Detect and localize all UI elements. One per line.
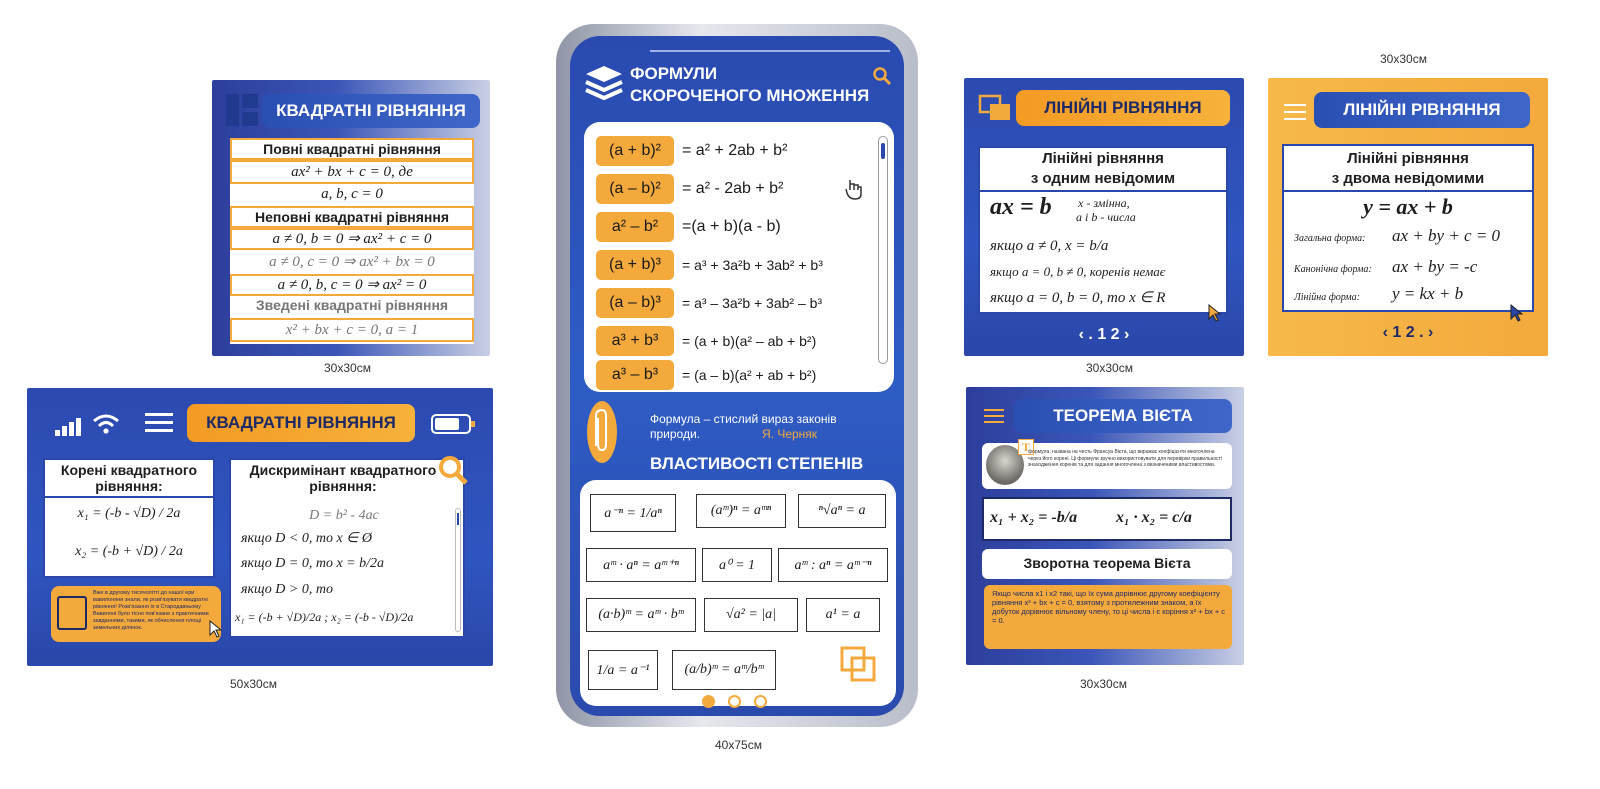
- linear-one-head1: Лінійні рівняння: [1042, 150, 1164, 167]
- case1: якщо D < 0, то x ∈ Ø: [241, 531, 372, 546]
- size-label-quad-small: 30x30см: [324, 361, 371, 375]
- inc3: a ≠ 0, b, c = 0 ⇒ ax² = 0: [230, 274, 474, 296]
- formula-row: a² – b² =(a + b)(a - b): [596, 212, 781, 242]
- quad-wide-title: КВАДРАТНІ РІВНЯННЯ: [187, 404, 415, 442]
- quad-wide-board: [27, 388, 493, 666]
- page-dot[interactable]: [754, 695, 767, 708]
- linear-two-head1: Лінійні рівняння: [1347, 150, 1469, 167]
- quad-small-board: [212, 80, 490, 356]
- linear-one-c1: якщо a ≠ 0, x = b/a: [990, 238, 1109, 254]
- power-rule: a⁻ⁿ = 1/aⁿ: [590, 494, 676, 532]
- linear-one-title: ЛІНІЙНІ РІВНЯННЯ: [1016, 90, 1230, 126]
- formula-row: a³ – b³ = (a – b)(a² + ab + b²): [596, 360, 816, 390]
- quad-small-title: КВАДРАТНІ РІВНЯННЯ: [262, 94, 480, 128]
- vieta-sum: x₁ + x₂ = -b/a: [990, 509, 1078, 526]
- squares-icon: [840, 646, 876, 682]
- vieta-title: ТЕОРЕМА ВІЄТА: [1014, 399, 1232, 433]
- linear-two-head2: з двома невідомими: [1331, 170, 1485, 187]
- battery-icon: [431, 414, 471, 434]
- power-rule: ⁿ√aⁿ = a: [798, 494, 886, 528]
- root1: x₁ = (-b - √D) / 2a: [77, 506, 181, 521]
- size-label-vieta: 30x30см: [1080, 677, 1127, 691]
- inc2: a ≠ 0, c = 0 ⇒ ax² + bx = 0: [269, 254, 435, 270]
- history-note: [51, 586, 221, 642]
- formula-row: a³ + b³ = (a + b)(a² – ab + b²): [596, 326, 816, 356]
- signal-icon: [55, 418, 83, 436]
- case2: якщо D = 0, то x = b/2a: [241, 556, 385, 571]
- phone-title-1: ФОРМУЛИ: [630, 64, 718, 83]
- linear-two-pager[interactable]: ‹ 1 2 . ›: [1382, 324, 1434, 341]
- menu-icon[interactable]: [984, 409, 1004, 425]
- linear-one-board: [964, 78, 1244, 356]
- scrollbar[interactable]: [455, 508, 461, 632]
- linear-two-title: ЛІНІЙНІ РІВНЯННЯ: [1314, 92, 1530, 128]
- grid-icon: [226, 94, 258, 126]
- linear-two-board: [1268, 78, 1548, 356]
- quote-text: Формула – стислий вираз законів природи.: [650, 412, 837, 441]
- linear-one-c2: якщо a = 0, b ≠ 0, коренів немає: [990, 264, 1166, 279]
- disc-head: Дискримінант квадратного рівняння:: [249, 462, 437, 494]
- reduced-formula: x² + bx + c = 0, a = 1: [230, 318, 474, 342]
- cursor-icon: [209, 620, 223, 638]
- formula-row: (a – b)² = a² - 2ab + b²: [596, 174, 783, 204]
- hand-cursor-icon: [844, 178, 864, 200]
- phone-board: [556, 24, 918, 727]
- case3-roots: x₁ = (-b + √D)/2a ; x₂ = (-b - √D)/2a: [235, 610, 414, 624]
- vieta-prod: x₁ · x₂ = c/a: [1116, 509, 1192, 526]
- linear-two-f3: y = kx + b: [1392, 284, 1464, 303]
- disc-formula: D = b² - 4ac: [309, 508, 379, 523]
- power-rule: aᵐ : aⁿ = aᵐ⁻ⁿ: [778, 548, 888, 582]
- reduced-head: Зведені квадратні рівняння: [255, 297, 449, 313]
- power-rule: a⁰ = 1: [702, 548, 772, 582]
- incomplete-head: Неповні квадратні рівняння: [230, 206, 474, 228]
- inc1: a ≠ 0, b = 0 ⇒ ax² + c = 0: [230, 228, 474, 250]
- linear-one-legend2: a і b - числа: [1076, 210, 1136, 224]
- power-rule: (a·b)ᵐ = aᵐ · bᵐ: [586, 598, 696, 632]
- power-rule: (a/b)ᵐ = aᵐ/bᵐ: [672, 650, 776, 690]
- case3: якщо D > 0, то: [241, 582, 333, 597]
- search-icon[interactable]: [437, 454, 469, 486]
- power-rule: (aᵐ)ⁿ = aᵐⁿ: [696, 494, 786, 528]
- vieta-converse-head: Зворотна теорема Вієта: [1023, 555, 1191, 571]
- linear-one-pager[interactable]: ‹ . 1 2 ›: [1078, 326, 1130, 343]
- search-icon[interactable]: [872, 66, 892, 86]
- cursor-icon: [1510, 304, 1524, 322]
- formula-row: (a + b)² = a² + 2ab + b²: [596, 136, 787, 166]
- vieta-bio: формула, названа на честь Франсуа Вієта, що виражає коефіцієнти многочлена через його корені. Ці формули зручно використовувати для перевірки правильності знаходження коренів та для задання многочлена з визначеними властивостями.: [1028, 449, 1223, 468]
- linear-two-f1-label: Загальна форма:: [1294, 233, 1366, 244]
- layers-icon: [584, 64, 624, 102]
- linear-one-main: ax = b: [990, 194, 1052, 220]
- vieta-letter-icon: T: [1018, 439, 1034, 455]
- linear-two-f1: ax + by + c = 0: [1392, 226, 1501, 245]
- linear-one-c3: якщо a = 0, b = 0, то x ∈ R: [990, 290, 1166, 306]
- full-cond: a, b, c = 0: [321, 186, 383, 202]
- power-rule: aᵐ · aⁿ = aᵐ⁺ⁿ: [586, 548, 696, 582]
- scrollbar[interactable]: [878, 136, 888, 364]
- linear-two-f3-label: Лінійна форма:: [1294, 292, 1360, 303]
- wifi-icon: [91, 412, 121, 436]
- phone-title-2: СКОРОЧЕНОГО МНОЖЕННЯ: [630, 86, 870, 105]
- page-dot[interactable]: [728, 695, 741, 708]
- formula-row: (a + b)³ = a³ + 3a²b + 3ab² + b³: [596, 250, 823, 280]
- power-rule: 1/a = a⁻¹: [588, 650, 658, 690]
- power-rule: √a² = |a|: [704, 598, 798, 632]
- size-label-linear-one: 30x30см: [1086, 361, 1133, 375]
- menu-icon[interactable]: [145, 412, 173, 434]
- power-rule: a¹ = a: [806, 598, 880, 632]
- windows-icon: [978, 94, 1012, 124]
- linear-two-f2: ax + by = -c: [1392, 257, 1478, 276]
- paperclip-icon: [586, 400, 618, 464]
- size-label-phone: 40x75см: [715, 738, 762, 752]
- size-label-quad-wide: 50x30см: [230, 677, 277, 691]
- linear-one-legend1: x - змінна,: [1078, 196, 1130, 210]
- history-note-text: Вже в другому тисячолітті до нашої ери вавилоняни знали, як розв'язувати квадратні рівняння! Розв'язання їх в Стародавньому Вавилоні було тісно пов'язане з практичними завданнями, такими, як обчислення площі земельних ділянок.: [93, 590, 209, 631]
- linear-two-f2-label: Канонічна форма:: [1294, 264, 1372, 275]
- menu-icon[interactable]: [1284, 104, 1306, 122]
- page-dot-active[interactable]: [702, 695, 715, 708]
- formula-row: (a – b)³ = a³ – 3a²b + 3ab² – b³: [596, 288, 822, 318]
- linear-one-head2: з одним невідомим: [1030, 170, 1176, 187]
- vieta-converse: Якщо числа x1 і x2 такі, що їх сума дорівнює другому коефіцієнту рівняння x² + bx + c = 0, взятому з протилежним знаком, а їх добуток дорівнює вільному члену, то ці числа і є коріння x² + bx + c = 0.: [992, 589, 1226, 625]
- size-label-linear-two: 30x30см: [1380, 52, 1427, 66]
- root2: x₂ = (-b + √D) / 2a: [75, 544, 183, 559]
- full-head: Повні квадратні рівняння: [230, 138, 474, 160]
- quote-author: Я. Черняк: [762, 427, 818, 441]
- roots-head: Корені квадратного рівняння:: [45, 460, 213, 498]
- linear-two-main: y = ax + b: [1363, 194, 1453, 219]
- full-formula: ax² + bx + c = 0, де: [230, 160, 474, 184]
- cursor-icon: [1208, 304, 1222, 322]
- vieta-board: [966, 387, 1244, 665]
- book-icon: [57, 596, 87, 630]
- powers-title: ВЛАСТИВОСТІ СТЕПЕНІВ: [650, 454, 864, 473]
